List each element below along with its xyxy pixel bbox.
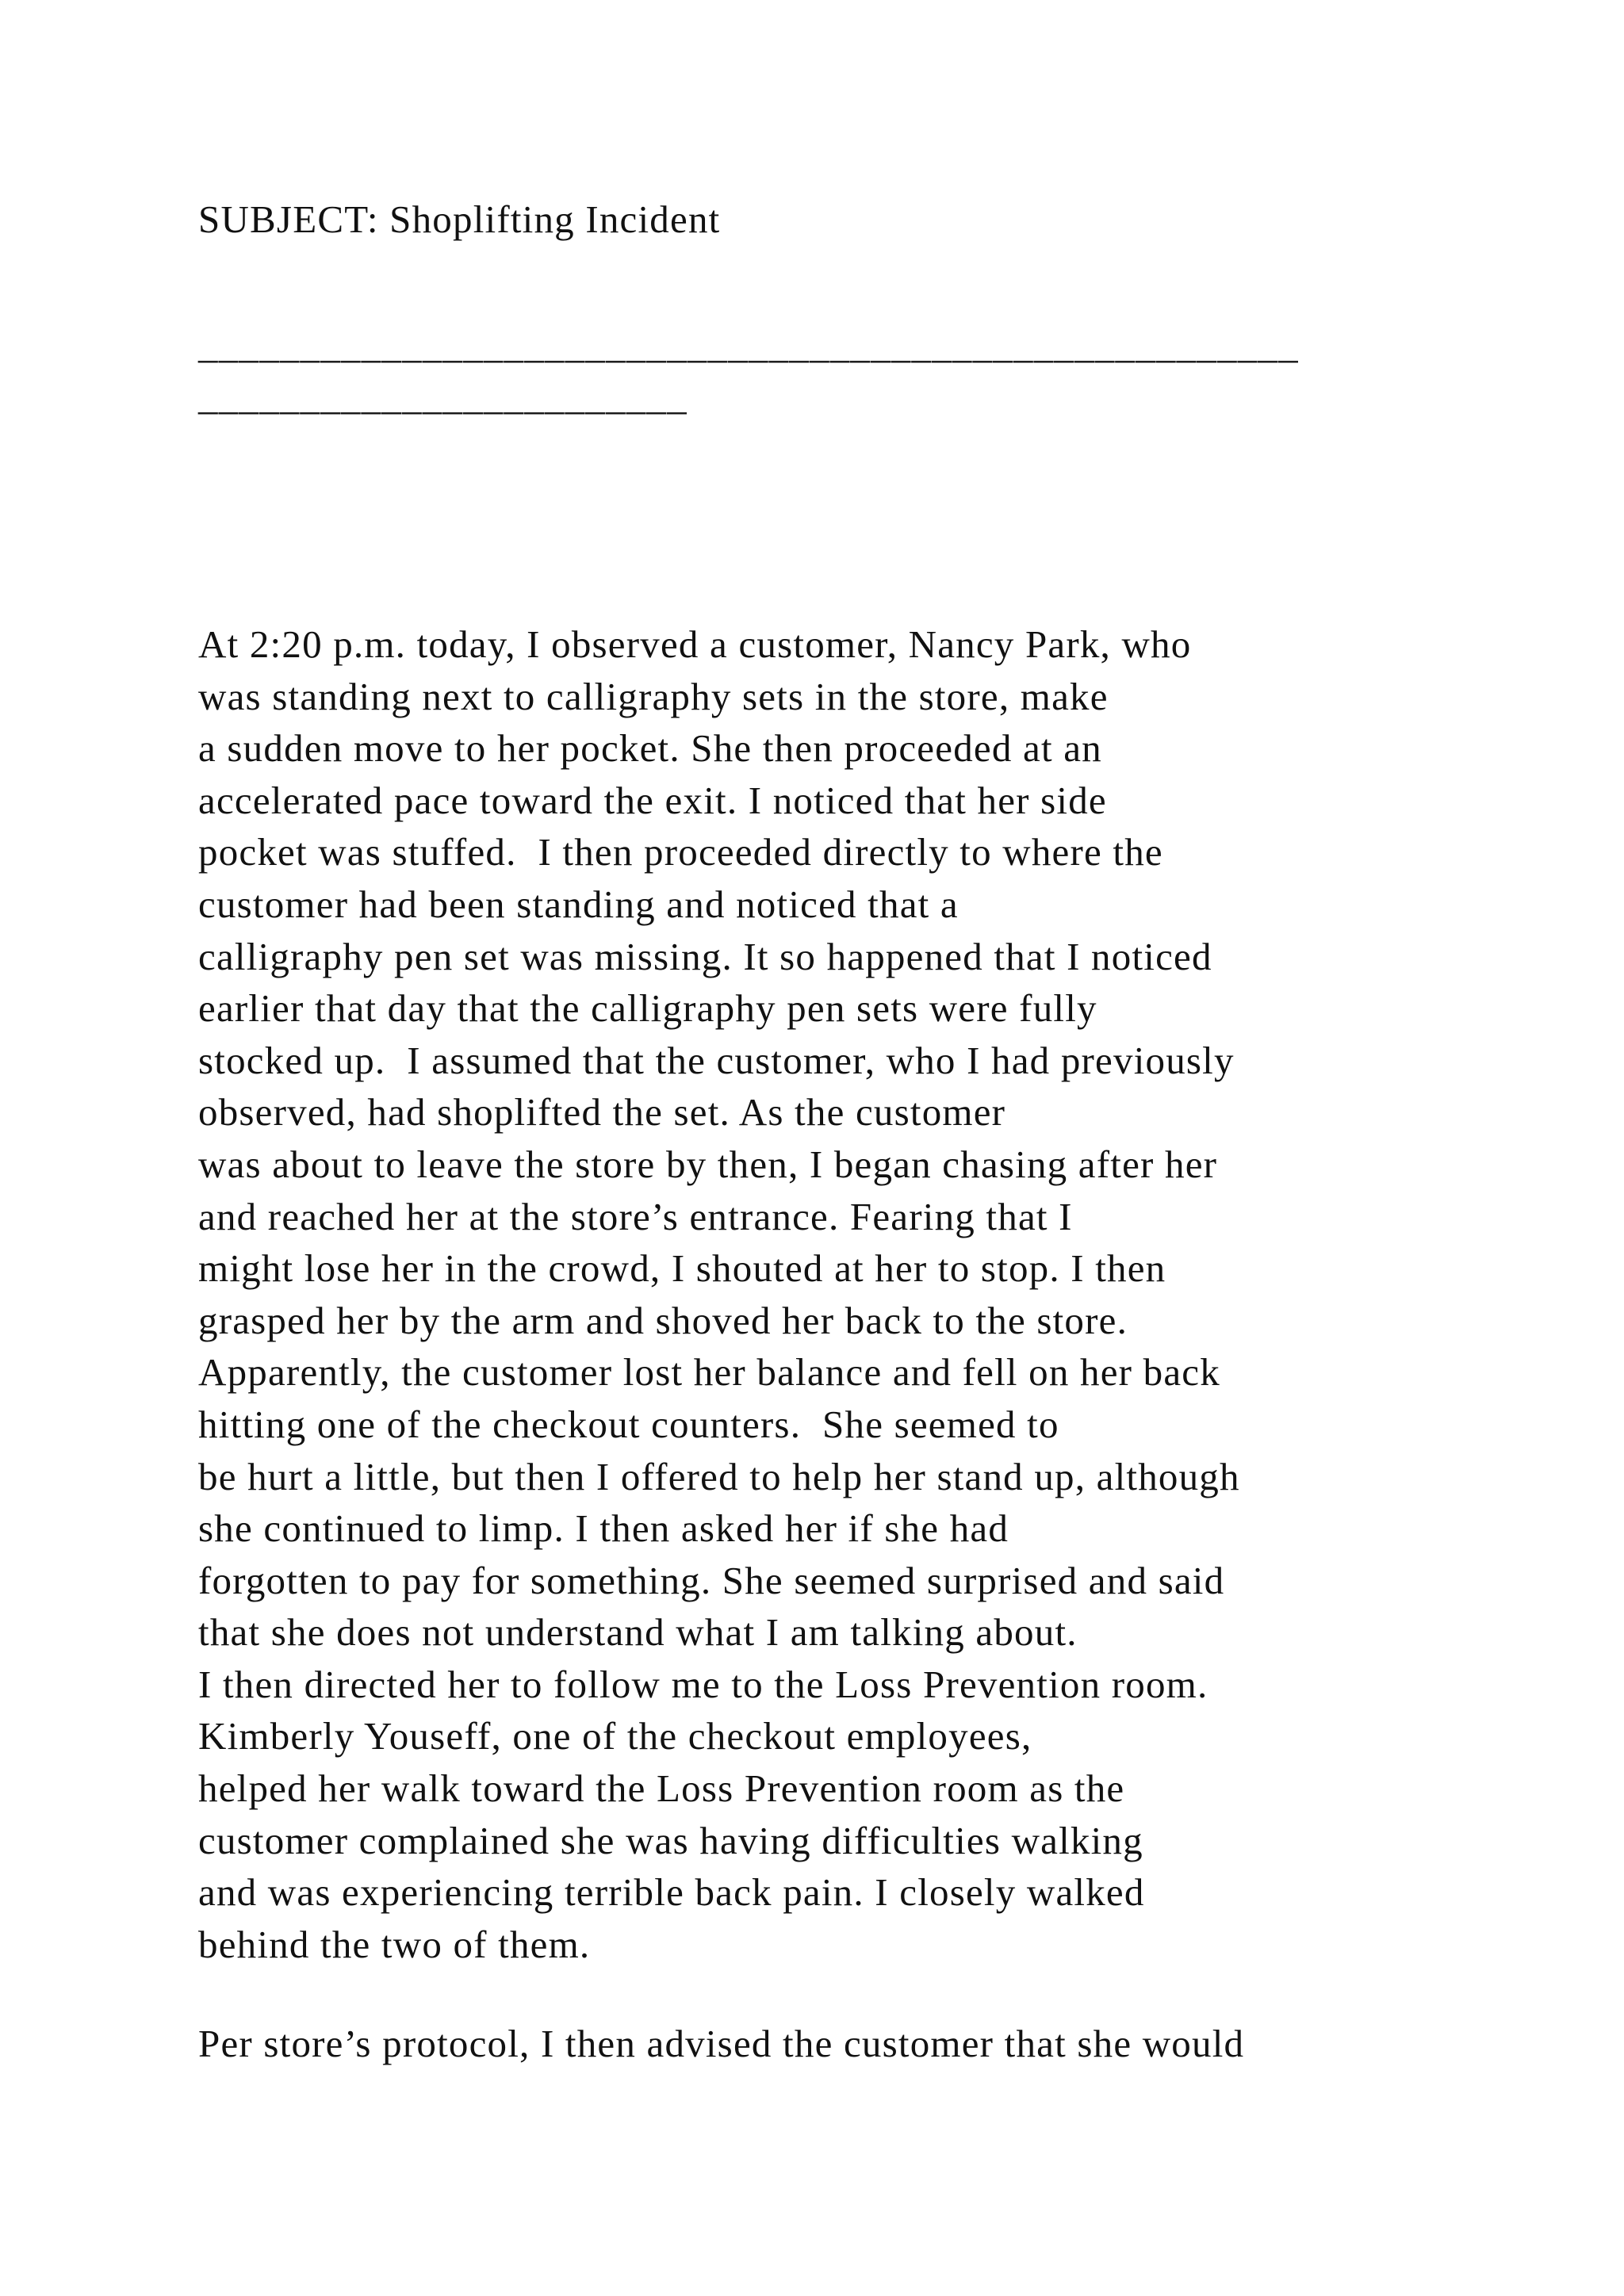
separator-line-2: ________________________ [198,374,688,418]
paragraph-line: accelerated pace toward the exit. I noticed that her side [198,778,1107,822]
paragraph-line: was about to leave the store by then, I began chasing after her [198,1142,1218,1186]
paragraph-line: hitting one of the checkout counters. She seemed to [198,1402,1059,1446]
paragraph-line: that she does not understand what I am talking about. [198,1610,1078,1655]
paragraph-line: earlier that day that the calligraphy pen sets were fully [198,986,1097,1031]
paragraph-line: customer had been standing and noticed that a [198,882,959,926]
paragraph-line: observed, had shoplifted the set. As the customer [198,1090,1006,1135]
paragraph-line: was standing next to calligraphy sets in the store, make [198,674,1109,718]
paragraph-2-first-line: Per store’s protocol, I then advised the customer that she would [198,2022,1245,2065]
paragraph-line: stocked up. I assumed that the customer, who I had previously [198,1038,1235,1082]
paragraph-line: grasped her by the arm and shoved her back to the store. [198,1298,1128,1342]
paragraph-line: helped her walk toward the Loss Prevention room as the [198,1766,1125,1811]
paragraph-1 [198,618,1546,1970]
paragraph-line: be hurt a little, but then I offered to help her stand up, although [198,1454,1240,1498]
paragraph-line: she continued to limp. I then asked her if she had [198,1506,1009,1551]
paragraph-line: Apparently, the customer lost her balance and fell on her back [198,1350,1220,1395]
paragraph-line: pocket was stuffed. I then proceeded directly to where the [198,830,1163,874]
paragraph-line: I then directed her to follow me to the Loss Prevention room. [198,1662,1208,1706]
subject-line: SUBJECT: Shoplifting Incident [198,197,721,241]
paragraph-line: customer complained she was having difficulties walking [198,1818,1143,1862]
paragraph-line: and reached her at the store’s entrance. Fearing that I [198,1194,1073,1238]
paragraph-line: behind the two of them. [198,1922,591,1966]
paragraph-line: forgotten to pay for something. She seemed surprised and said [198,1558,1225,1602]
separator-line-1: ______________________________________________________ [198,323,1299,366]
paragraph-line: calligraphy pen set was missing. It so happened that I noticed [198,934,1212,978]
paragraph-line: might lose her in the crowd, I shouted at her to stop. I then [198,1246,1166,1291]
paragraph-line: At 2:20 p.m. today, I observed a customer, Nancy Park, who [198,622,1192,666]
paragraph-line: Kimberly Youseff, one of the checkout employees, [198,1714,1032,1758]
paragraph-line: a sudden move to her pocket. She then proceeded at an [198,726,1102,771]
paragraph-line: and was experiencing terrible back pain. I closely walked [198,1870,1145,1915]
